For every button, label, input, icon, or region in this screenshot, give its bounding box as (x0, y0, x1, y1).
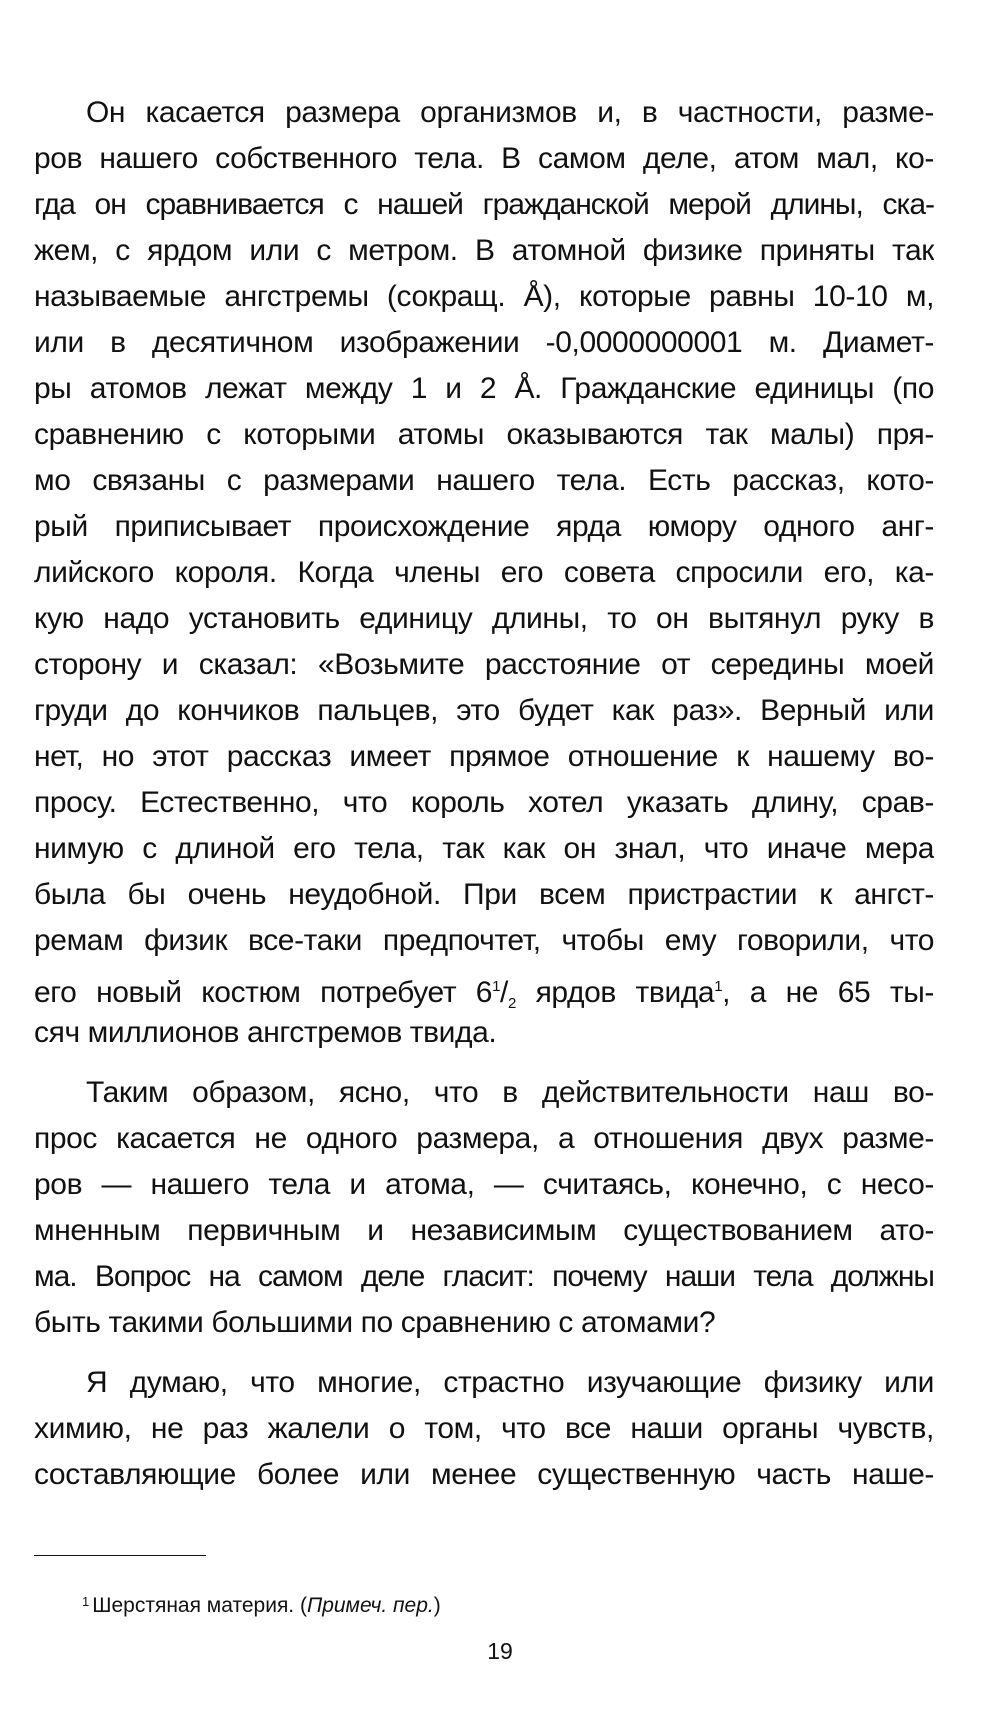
body-text (34, 90, 934, 1498)
paragraph-2 (34, 1070, 934, 1346)
text-line: гда он сравнивается с нашей гражданской мерой длины, ска- (34, 188, 934, 221)
text-line: сторону и сказал: «Возьмите расстояние от середины моей (34, 648, 934, 681)
footnote-note: Примеч. пер. (306, 1594, 434, 1617)
text-line: жем, с ярдом или с метром. В атомной физике приняты так (34, 234, 934, 267)
line-text-middle: ярдов твида (515, 976, 715, 1009)
footnote (82, 1588, 441, 1620)
text-line: была бы очень неудобной. При всем пристрастии к ангст- (34, 878, 934, 911)
text-line: нет, но этот рассказ имеет прямое отношение к нашему во- (34, 740, 934, 773)
text-line-with-fraction (34, 964, 934, 1010)
footnote-close: ) (433, 1594, 441, 1617)
text-line: быть такими большими по сравнению с атомами? (34, 1306, 716, 1339)
text-line: лийского короля. Когда члены его совета спросили его, ка- (34, 556, 934, 589)
text-line: мо связаны с размерами нашего тела. Есть рассказ, кото- (34, 464, 934, 497)
text-line: кую надо установить единицу длины, то он вытянул руку в (34, 602, 934, 635)
text-line: сравнению с которыми атомы оказываются так малы) пря- (34, 418, 934, 451)
text-line: рый приписывает происхождение ярда юмору одного анг- (34, 510, 934, 543)
text-line: ремам физик все-таки предпочтет, чтобы ему говорили, что (34, 924, 934, 957)
text-line: нимую с длиной его тела, так как он знал, что иначе мера (34, 832, 934, 865)
text-line: ров — нашего тела и атома, — считаясь, конечно, с несо- (34, 1168, 934, 1201)
paragraph-gap (34, 1056, 934, 1070)
fraction-numerator: 1 (492, 978, 501, 995)
line-text-after: , а не 65 ты- (722, 976, 934, 1009)
footnote-text: Шерстяная материя. ( (92, 1594, 307, 1617)
footnote-reference: 1 (714, 978, 723, 995)
paragraph-gap (34, 1346, 934, 1360)
text-line: ров нашего собственного тела. В самом деле, атом мал, ко- (34, 142, 934, 175)
text-line: Он касается размера организмов и, в частности, разме- (86, 96, 934, 129)
text-line: называемые ангстремы (сокращ. Å), которые равны 10-10 м, (34, 280, 934, 313)
text-line: прос касается не одного размера, а отношения двух разме- (34, 1122, 934, 1155)
text-line: Я думаю, что многие, страстно изучающие физику или (86, 1366, 934, 1399)
footnote-divider (34, 1555, 206, 1556)
page-number: 19 (487, 1638, 513, 1664)
text-line: ма. Вопрос на самом деле гласит: почему наши тела должны (34, 1260, 934, 1293)
fraction-slash: / (500, 976, 508, 1009)
text-line: составляющие более или менее существенную часть наше- (34, 1458, 934, 1491)
line-text-before: его новый костюм потребует 6 (34, 976, 493, 1009)
footnote-marker: 1 (82, 1594, 90, 1609)
fraction-denominator: 2 (507, 995, 516, 1010)
text-line: химию, не раз жалели о том, что все наши органы чувств, (34, 1412, 934, 1445)
text-line: или в десятичном изображении -0,0000000001 м. Диамет- (34, 326, 934, 359)
text-line: мненным первичным и независимым существованием ато- (34, 1214, 934, 1247)
text-line: сяч миллионов ангстремов твида. (34, 1016, 497, 1049)
paragraph-3 (34, 1360, 934, 1498)
text-line: ры атомов лежат между 1 и 2 Å. Гражданские единицы (по (34, 372, 934, 405)
paragraph-1 (34, 90, 934, 1056)
text-line: просу. Естественно, что король хотел указать длину, срав- (34, 786, 934, 819)
text-line: Таким образом, ясно, что в действительности наш во- (86, 1076, 934, 1109)
text-line: груди до кончиков пальцев, это будет как раз». Верный или (34, 694, 934, 727)
